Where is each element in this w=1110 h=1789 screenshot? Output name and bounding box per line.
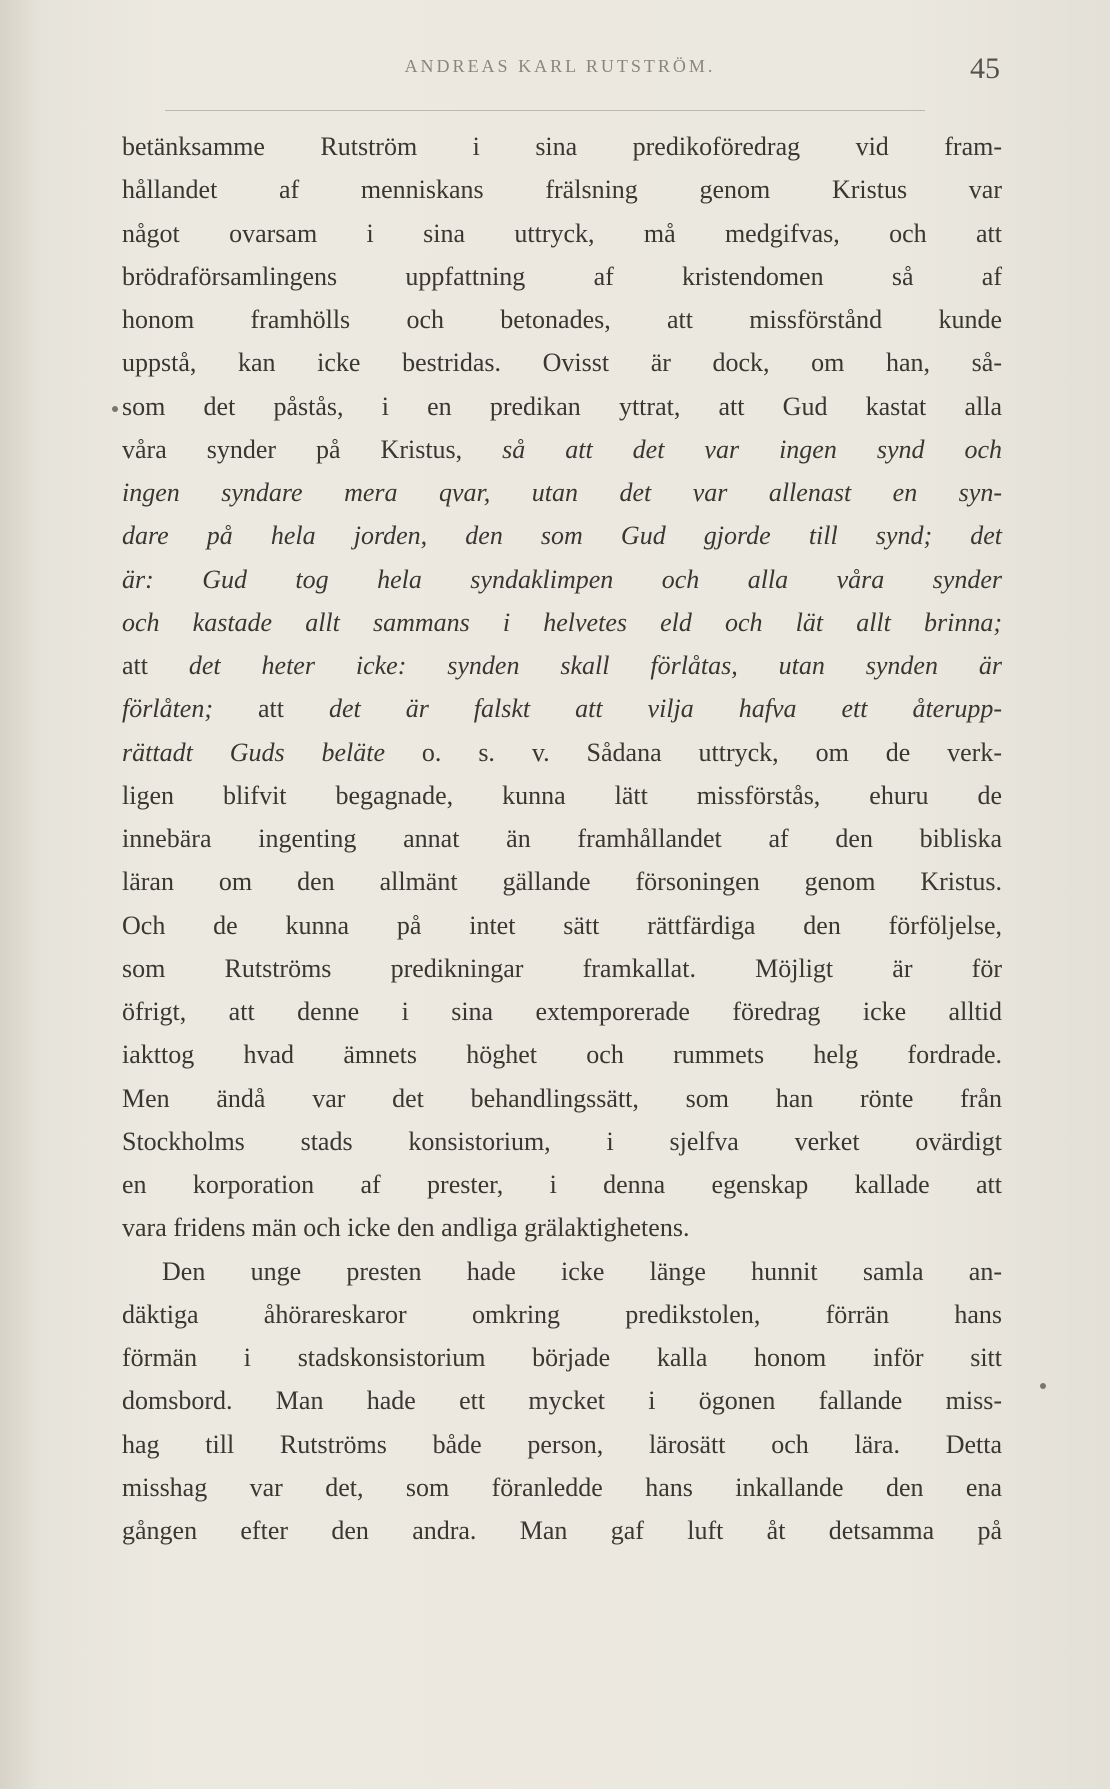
text-line: förmän i stadskonsistorium började kalla honom inför sitt: [122, 1343, 1002, 1372]
text-line: innebära ingenting annat än framhållandet af den bibliska: [122, 824, 1002, 853]
text-line: uppstå, kan icke bestridas. Ovisst är dock, om han, så-: [122, 348, 1002, 378]
text-line: Och de kunna på intet sätt rättfärdiga den förföljelse,: [122, 910, 1002, 940]
header-rule: [165, 110, 925, 111]
text-line: ingen syndare mera qvar, utan det var allenast en syn-: [122, 478, 1002, 507]
text-line: honom framhölls och betonades, att missförstånd kunde: [122, 305, 1002, 334]
text-line: öfrigt, att denne i sina extemporerade föredrag icke alltid: [122, 997, 1002, 1026]
text-line: Stockholms stads konsistorium, i sjelfva verket ovärdigt: [122, 1126, 1002, 1156]
text-line: förlåten; att det är falskt att vilja hafva ett återupp-: [122, 694, 1002, 724]
text-line: domsbord. Man hade ett mycket i ögonen fallande miss-: [122, 1386, 1002, 1416]
text-line: hållandet af menniskans frälsning genom Kristus var: [122, 175, 1002, 205]
margin-mark: [112, 406, 118, 412]
page-header: [120, 52, 1000, 92]
text-line: vara fridens män och icke den andliga grälaktighetens.: [122, 1213, 690, 1243]
text-line: ligen blifvit begagnade, kunna lätt missförstås, ehuru de: [122, 780, 1002, 810]
text-line: rättadt Guds beläte o. s. v. Sådana uttryck, om de verk-: [122, 737, 1002, 767]
text-line: dare på hela jorden, den som Gud gjorde till synd; det: [122, 521, 1002, 551]
text-line: en korporation af prester, i denna egenskap kallade att: [122, 1170, 1002, 1199]
running-head: ANDREAS KARL RUTSTRÖM.: [404, 56, 716, 76]
text-line: och kastade allt sammans i helvetes eld och lät allt brinna;: [122, 607, 1002, 637]
text-line: som Rutströms predikningar framkallat. Möjligt är för: [122, 953, 1002, 983]
text-line: våra synder på Kristus, så att det var ingen synd och: [122, 434, 1003, 464]
body-text: [122, 125, 1002, 1552]
page-number: 45: [970, 52, 1000, 85]
text-line: något ovarsam i sina uttryck, må medgifvas, och att: [122, 218, 1002, 248]
text-line: att det heter icke: synden skall förlåtas, utan synden är: [122, 651, 1002, 680]
text-line: hag till Rutströms både person, lärosätt och lära. Detta: [122, 1429, 1002, 1459]
text-line: Men ändå var det behandlingssätt, som han rönte från: [122, 1083, 1002, 1113]
text-line: läran om den allmänt gällande försoningen genom Kristus.: [122, 867, 1002, 897]
text-line: betänksamme Rutström i sina predikoföredrag vid fram-: [122, 132, 1002, 161]
margin-mark: [1040, 1383, 1046, 1389]
text-line: är: Gud tog hela syndaklimpen och alla våra synder: [122, 564, 1002, 594]
text-line: gången efter den andra. Man gaf luft åt detsamma på: [122, 1516, 1002, 1545]
text-line: däktiga åhörareskaror omkring predikstolen, förrän hans: [122, 1299, 1002, 1329]
text-line: som det påstås, i en predikan yttrat, att Gud kastat alla: [122, 391, 1002, 421]
text-line: iakttog hvad ämnets höghet och rummets helg fordrade.: [122, 1040, 1002, 1070]
text-line: misshag var det, som föranledde hans inkallande den ena: [122, 1472, 1002, 1502]
text-line: brödraförsamlingens uppfattning af kristendomen så af: [122, 261, 1002, 291]
text-line: Den unge presten hade icke länge hunnit samla an-: [162, 1256, 1002, 1286]
